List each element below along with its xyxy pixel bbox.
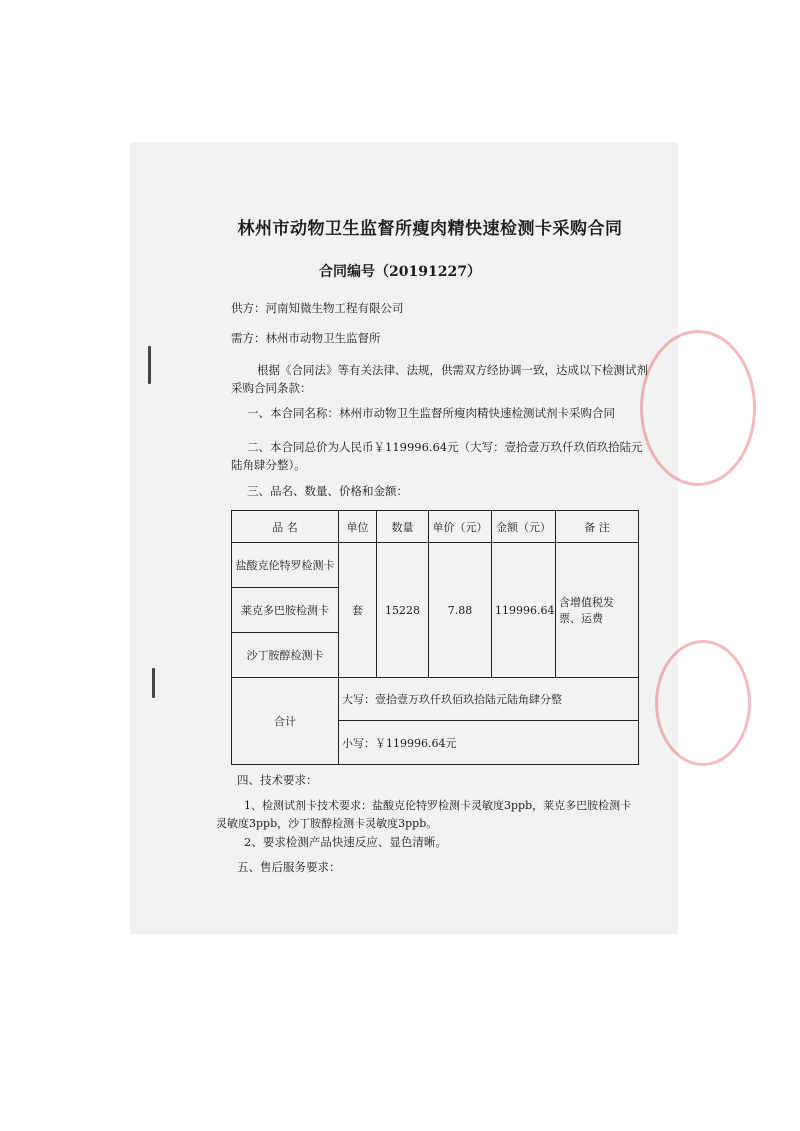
total-lower: 小写：￥119996.64元 — [339, 721, 639, 765]
header-name: 品 名 — [232, 511, 339, 543]
product-name: 莱克多巴胺检测卡 — [232, 588, 339, 633]
header-unit: 单位 — [339, 511, 377, 543]
qty-cell: 15228 — [377, 543, 429, 678]
items-table — [231, 510, 639, 765]
demander-line: 需方：林州市动物卫生监督所 — [231, 331, 381, 345]
intro-paragraph: 根据《合同法》等有关法律、法规，供需双方经协调一致，达成以下检测试剂采购合同条款： — [231, 363, 648, 395]
section-1: 一、本合同名称：林州市动物卫生监督所瘦肉精快速检测试剂卡采购合同 — [247, 406, 615, 420]
total-label: 合计 — [232, 678, 339, 765]
price-cell: 7.88 — [429, 543, 492, 678]
binder-mark — [148, 346, 151, 384]
section-3: 三、品名、数量、价格和金额： — [247, 484, 408, 498]
product-name: 盐酸克伦特罗检测卡 — [232, 543, 339, 588]
amount-cell: 119996.64 — [492, 543, 556, 678]
requirement-2: 2、要求检测产品快速反应、显色清晰。 — [244, 835, 447, 849]
remark-cell: 含增值税发票、运费 — [556, 543, 639, 678]
header-qty: 数量 — [377, 511, 429, 543]
table-row — [232, 678, 639, 721]
table-header-row — [232, 511, 639, 543]
red-seal-stamp — [640, 330, 756, 486]
binder-mark — [152, 668, 155, 698]
header-amount: 金额（元） — [492, 511, 556, 543]
section-2: 二、本合同总价为人民币￥119996.64元（大写：壹拾壹万玖仟玖佰玖拾陆元陆角肆分整）。 — [231, 440, 643, 472]
header-remark: 备 注 — [556, 511, 639, 543]
unit-cell: 套 — [339, 543, 377, 678]
document-title: 林州市动物卫生监督所瘦肉精快速检测卡采购合同 — [237, 219, 623, 239]
supplier-line: 供方：河南知微生物工程有限公司 — [231, 301, 404, 315]
section-5: 五、售后服务要求： — [237, 860, 341, 874]
section-4: 四、技术要求： — [237, 773, 318, 787]
table-row — [232, 543, 639, 588]
header-price: 单价（元） — [429, 511, 492, 543]
requirement-1: 1、检测试剂卡技术要求：盐酸克伦特罗检测卡灵敏度3ppb，莱克多巴胺检测卡灵敏度3ppb，沙丁胺醇检测卡灵敏度3ppb。 — [216, 799, 632, 830]
product-name: 沙丁胺醇检测卡 — [232, 633, 339, 678]
contract-number: 合同编号（20191227） — [319, 264, 481, 280]
total-upper: 大写：壹拾壹万玖仟玖佰玖拾陆元陆角肆分整 — [339, 678, 639, 721]
red-seal-stamp — [655, 640, 751, 766]
